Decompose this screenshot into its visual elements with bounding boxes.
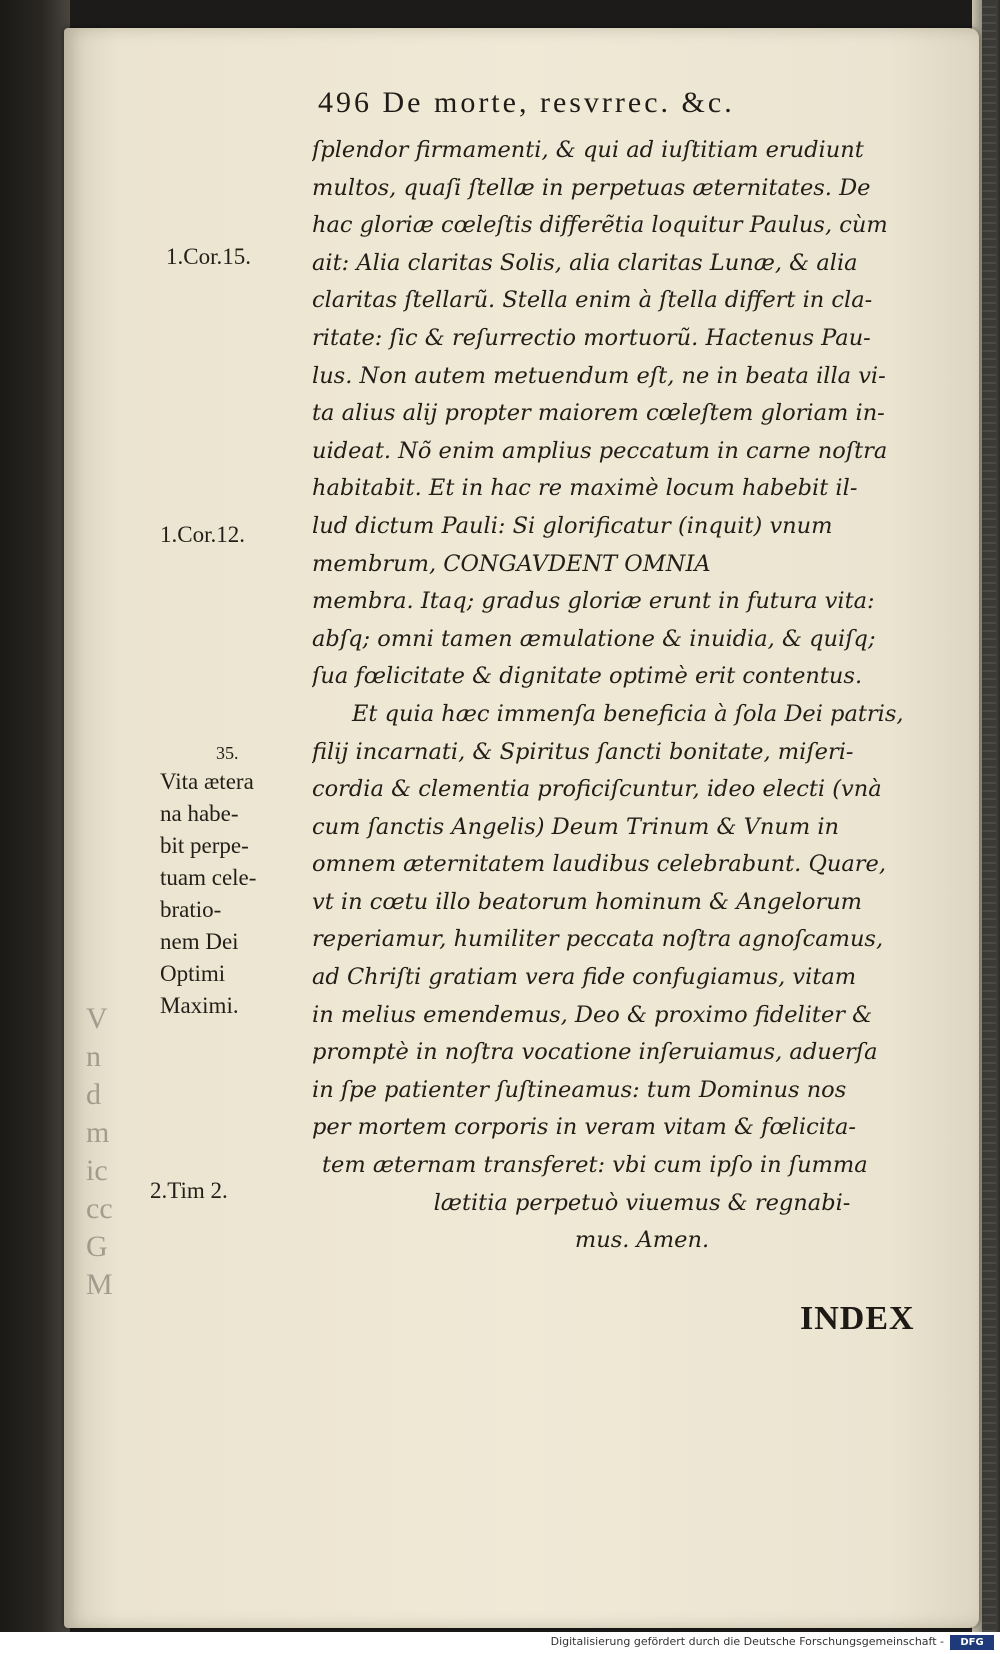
text-line: membrum, CONGAVDENT OMNIA [312, 550, 711, 577]
bleed-letter: cc [86, 1192, 113, 1225]
text-line: hac gloriæ cœleſtis differẽtia loquitur Paulus, cùm [312, 212, 888, 239]
margin-summary-line: bit perpe- [160, 833, 249, 858]
text-line: Et quia hæc immenſa beneficia à ſola Dei patris, [352, 700, 904, 727]
text-line: lud dictum Pauli: Si glorificatur (inquit) vnum [312, 512, 833, 539]
text-line: omnem æternitatem laudibus celebrabunt. Quare, [312, 851, 887, 878]
text-line: uideat. Nõ enim amplius peccatum in carne noſtra [312, 437, 888, 464]
bleed-through-text [86, 1000, 116, 1304]
text-line: ad Chriſti gratiam vera fide confugiamus, vitam [312, 964, 857, 991]
text-line: mus. Amen. [574, 1227, 710, 1254]
text-line: in melius emendemus, Deo & proximo fideliter & [312, 1001, 873, 1028]
running-header [318, 86, 735, 120]
margin-reference: 2.Tim 2. [150, 1178, 228, 1203]
bleed-letter: V [86, 1002, 108, 1035]
text-line: ta alius alij propter maiorem cœleſtem gloriam in- [312, 400, 885, 427]
text-line: filij incarnati, & Spiritus ſancti bonitate, miſeri- [312, 738, 854, 765]
running-title: De morte, resvrrec. &c. [382, 86, 735, 119]
margin-summary [160, 740, 300, 1022]
page-stack [982, 0, 996, 1654]
bleed-letter: n [86, 1040, 101, 1073]
margin-summary-line: Maximi. [160, 993, 239, 1018]
page-number: 496 [318, 86, 372, 119]
text-line: lætitia perpetuò viuemus & regnabi- [433, 1189, 851, 1216]
margin-summary-line: bratio- [160, 897, 222, 922]
text-line: abſq; omni tamen æmulatione & inuidia, & quiſq; [312, 625, 876, 652]
text-line: claritas ſtellarũ. Stella enim à ſtella differt in cla- [312, 287, 873, 314]
text-line: in ſpe patienter ſuſtineamus: tum Dominus nos [312, 1076, 847, 1103]
text-line: cordia & clementia proficiſcuntur, ideo electi (vnà [312, 776, 882, 803]
margin-summary-line: Vita ætera [160, 769, 254, 794]
book-spine-shadow [0, 0, 70, 1654]
margin-reference: 1.Cor.12. [160, 522, 245, 547]
text-line: reperiamur, humiliter peccata noſtra agnoſcamus, [312, 926, 884, 953]
text-line: multos, quaſi ſtellæ in perpetuas æternitates. De [312, 174, 871, 201]
text-line: promptè in noſtra vocatione inſeruiamus, aduerſa [312, 1039, 878, 1066]
text-line: ritate: ſic & reſurrectio mortuorũ. Hactenus Pau- [312, 324, 871, 351]
digitization-footer [0, 1632, 1000, 1654]
text-line: tem æternam transferet: vbi cum ipſo in ſumma [322, 1152, 868, 1179]
bleed-letter: d [86, 1078, 101, 1111]
bleed-letter: G [86, 1230, 108, 1263]
margin-summary-line: na habe- [160, 801, 239, 826]
bleed-letter: m [86, 1116, 110, 1149]
text-line: habitabit. Et in hac re maximè locum habebit il- [312, 475, 858, 502]
dfg-logo-icon: DFG [950, 1635, 994, 1650]
text-line: ſua fœlicitate & dignitate optimè erit contentus. [312, 663, 863, 690]
text-line: per mortem corporis in veram vitam & fœlicita- [312, 1114, 856, 1141]
bleed-letter: ic [86, 1154, 108, 1187]
margin-summary-line: Optimi [160, 961, 226, 986]
funding-credit: Digitalisierung gefördert durch die Deutsche Forschungsgemeinschaft - [550, 1635, 944, 1648]
margin-reference: 1.Cor.15. [166, 244, 251, 269]
main-text [312, 132, 972, 1260]
bleed-letter: M [86, 1268, 113, 1301]
text-line: ſplendor firmamenti, & qui ad iuſtitiam erudiunt [312, 137, 864, 163]
margin-summary-line: nem Dei [160, 929, 239, 954]
catchword: INDEX [800, 1300, 915, 1337]
margin-summary-line: tuam cele- [160, 865, 257, 890]
text-line: vt in cœtu illo beatorum hominum & Angelorum [312, 888, 863, 915]
text-line: ait: Alia claritas Solis, alia claritas Lunæ, & alia [312, 249, 858, 276]
section-number: 35. [216, 743, 239, 763]
text-line: lus. Non autem metuendum eſt, ne in beata illa vi- [312, 362, 886, 389]
text-line: membra. Itaq; gradus gloriæ erunt in futura vita: [312, 588, 875, 615]
text-line: cum ſanctis Angelis) Deum Trinum & Vnum in [312, 813, 840, 840]
